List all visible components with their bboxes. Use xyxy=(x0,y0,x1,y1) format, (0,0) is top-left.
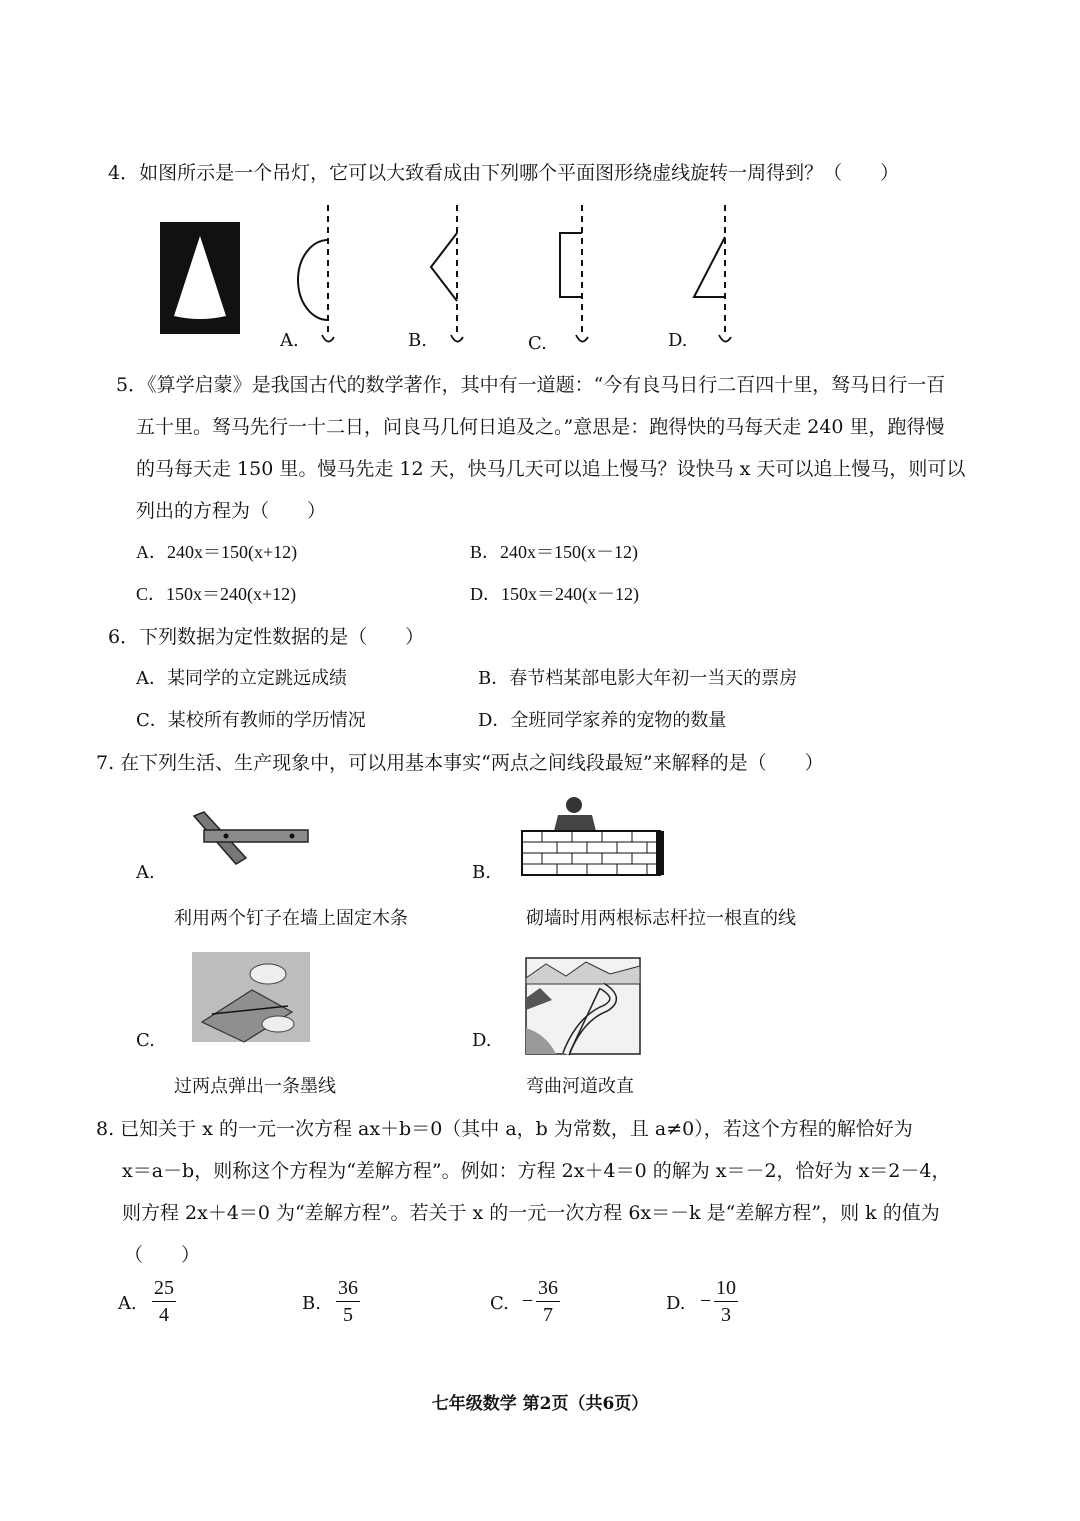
q8-option-c-fraction xyxy=(536,1275,560,1328)
q7-caption-c: 过两点弹出一条墨线 xyxy=(174,1076,336,1097)
q7-image-d xyxy=(526,958,640,1054)
q4-stem: 4．如图所示是一个吊灯，它可以大致看成由下列哪个平面图形绕虚线旋转一周得到？（ ） xyxy=(108,162,900,184)
q6-option-c: C．某校所有教师的学历情况 xyxy=(136,710,366,731)
q8-option-d-denominator: 3 xyxy=(721,1304,731,1326)
q5-line-2: 五十里。驽马先行一十二日，问良马几何日追及之。”意思是：跑得快的马每天走 240 里，跑得慢 xyxy=(136,416,945,438)
q8-option-c-denominator: 7 xyxy=(543,1304,553,1326)
q5-option-b: B．240x＝150(x－12) xyxy=(470,542,638,562)
q4-figure-b xyxy=(425,205,465,355)
q4-figure-a xyxy=(300,205,340,355)
page-footer: 七年级数学 第2页（共6页） xyxy=(431,1394,649,1414)
q6-option-b: B．春节档某部电影大年初一当天的票房 xyxy=(478,668,798,689)
q8-option-d-numerator: 10 xyxy=(714,1275,738,1302)
q7-label-d: D. xyxy=(472,1030,492,1051)
q5-line-3: 的马每天走 150 里。慢马先走 12 天，快马几天可以追上慢马？设快马 x 天可以追上慢马，则可以 xyxy=(136,458,966,480)
q5-option-d: D．150x＝240(x－12) xyxy=(470,584,639,604)
q6-stem: 6．下列数据为定性数据的是（ ） xyxy=(108,626,425,648)
q8-option-b-fraction xyxy=(336,1275,360,1328)
q8-option-a-denominator: 4 xyxy=(159,1304,169,1326)
q7-caption-a: 利用两个钉子在墙上固定木条 xyxy=(174,908,408,929)
q7-stem: 7. 在下列生活、生产现象中，可以用基本事实“两点之间线段最短”来解释的是（ ） xyxy=(96,752,824,774)
q8-line-3: 则方程 2x＋4＝0 为“差解方程”。若关于 x 的一元一次方程 6x＝－k 是“差解方程”，则 k 的值为 xyxy=(122,1202,940,1224)
q4-figure-c xyxy=(550,205,590,355)
q8-line-1: 8. 已知关于 x 的一元一次方程 ax＋b＝0（其中 a，b 为常数，且 a≠0），若这个方程的解恰好为 xyxy=(96,1118,913,1140)
q7-label-b: B. xyxy=(472,862,491,883)
q7-caption-b: 砌墙时用两根标志杆拉一根直的线 xyxy=(526,908,796,929)
q8-option-c-label: C. xyxy=(490,1293,509,1314)
q7-label-a: A. xyxy=(136,862,155,883)
q8-option-d-label: D. xyxy=(666,1293,686,1314)
q8-option-b-label: B. xyxy=(302,1293,321,1314)
q4-option-b: B. xyxy=(408,330,427,351)
q7-image-c xyxy=(192,952,310,1042)
q5-line-4: 列出的方程为（ ） xyxy=(136,500,327,522)
q5-line-1: 5．《算学启蒙》是我国古代的数学著作，其中有一道题：“今有良马日行二百四十里，驽马日行一百 xyxy=(116,374,946,396)
q7-caption-d: 弯曲河道改直 xyxy=(526,1076,634,1097)
lamp-image xyxy=(160,222,240,334)
q7-label-c: C. xyxy=(136,1030,155,1051)
q5-option-a: A．240x＝150(x+12) xyxy=(136,542,298,562)
q7-image-a xyxy=(190,810,310,870)
q6-option-d: D．全班同学家养的宠物的数量 xyxy=(478,710,727,731)
q4-option-c: C. xyxy=(528,333,547,354)
q6-option-a: A．某同学的立定跳远成绩 xyxy=(136,668,347,689)
q8-option-a-label: A. xyxy=(118,1293,137,1314)
q5-option-c: C．150x＝240(x+12) xyxy=(136,584,297,604)
q8-option-d-sign: − xyxy=(700,1290,712,1312)
q8-option-b-numerator: 36 xyxy=(336,1275,360,1302)
q8-option-a-numerator: 25 xyxy=(152,1275,176,1302)
q8-option-a-fraction xyxy=(152,1275,176,1328)
q8-option-c-numerator: 36 xyxy=(536,1275,560,1302)
q4-figure-d xyxy=(690,205,740,355)
q8-line-2: x＝a－b，则称这个方程为“差解方程”。例如：方程 2x＋4＝0 的解为 x＝－2，恰好为 x＝2－4， xyxy=(122,1160,951,1182)
q8-option-c-sign: − xyxy=(522,1290,534,1312)
q8-option-b-denominator: 5 xyxy=(343,1304,353,1326)
q8-option-d-fraction xyxy=(714,1275,738,1328)
q7-image-b xyxy=(522,795,672,885)
q4-option-a: A. xyxy=(280,330,299,351)
q8-line-4: （ ） xyxy=(124,1244,201,1266)
q4-option-d: D. xyxy=(668,330,688,351)
